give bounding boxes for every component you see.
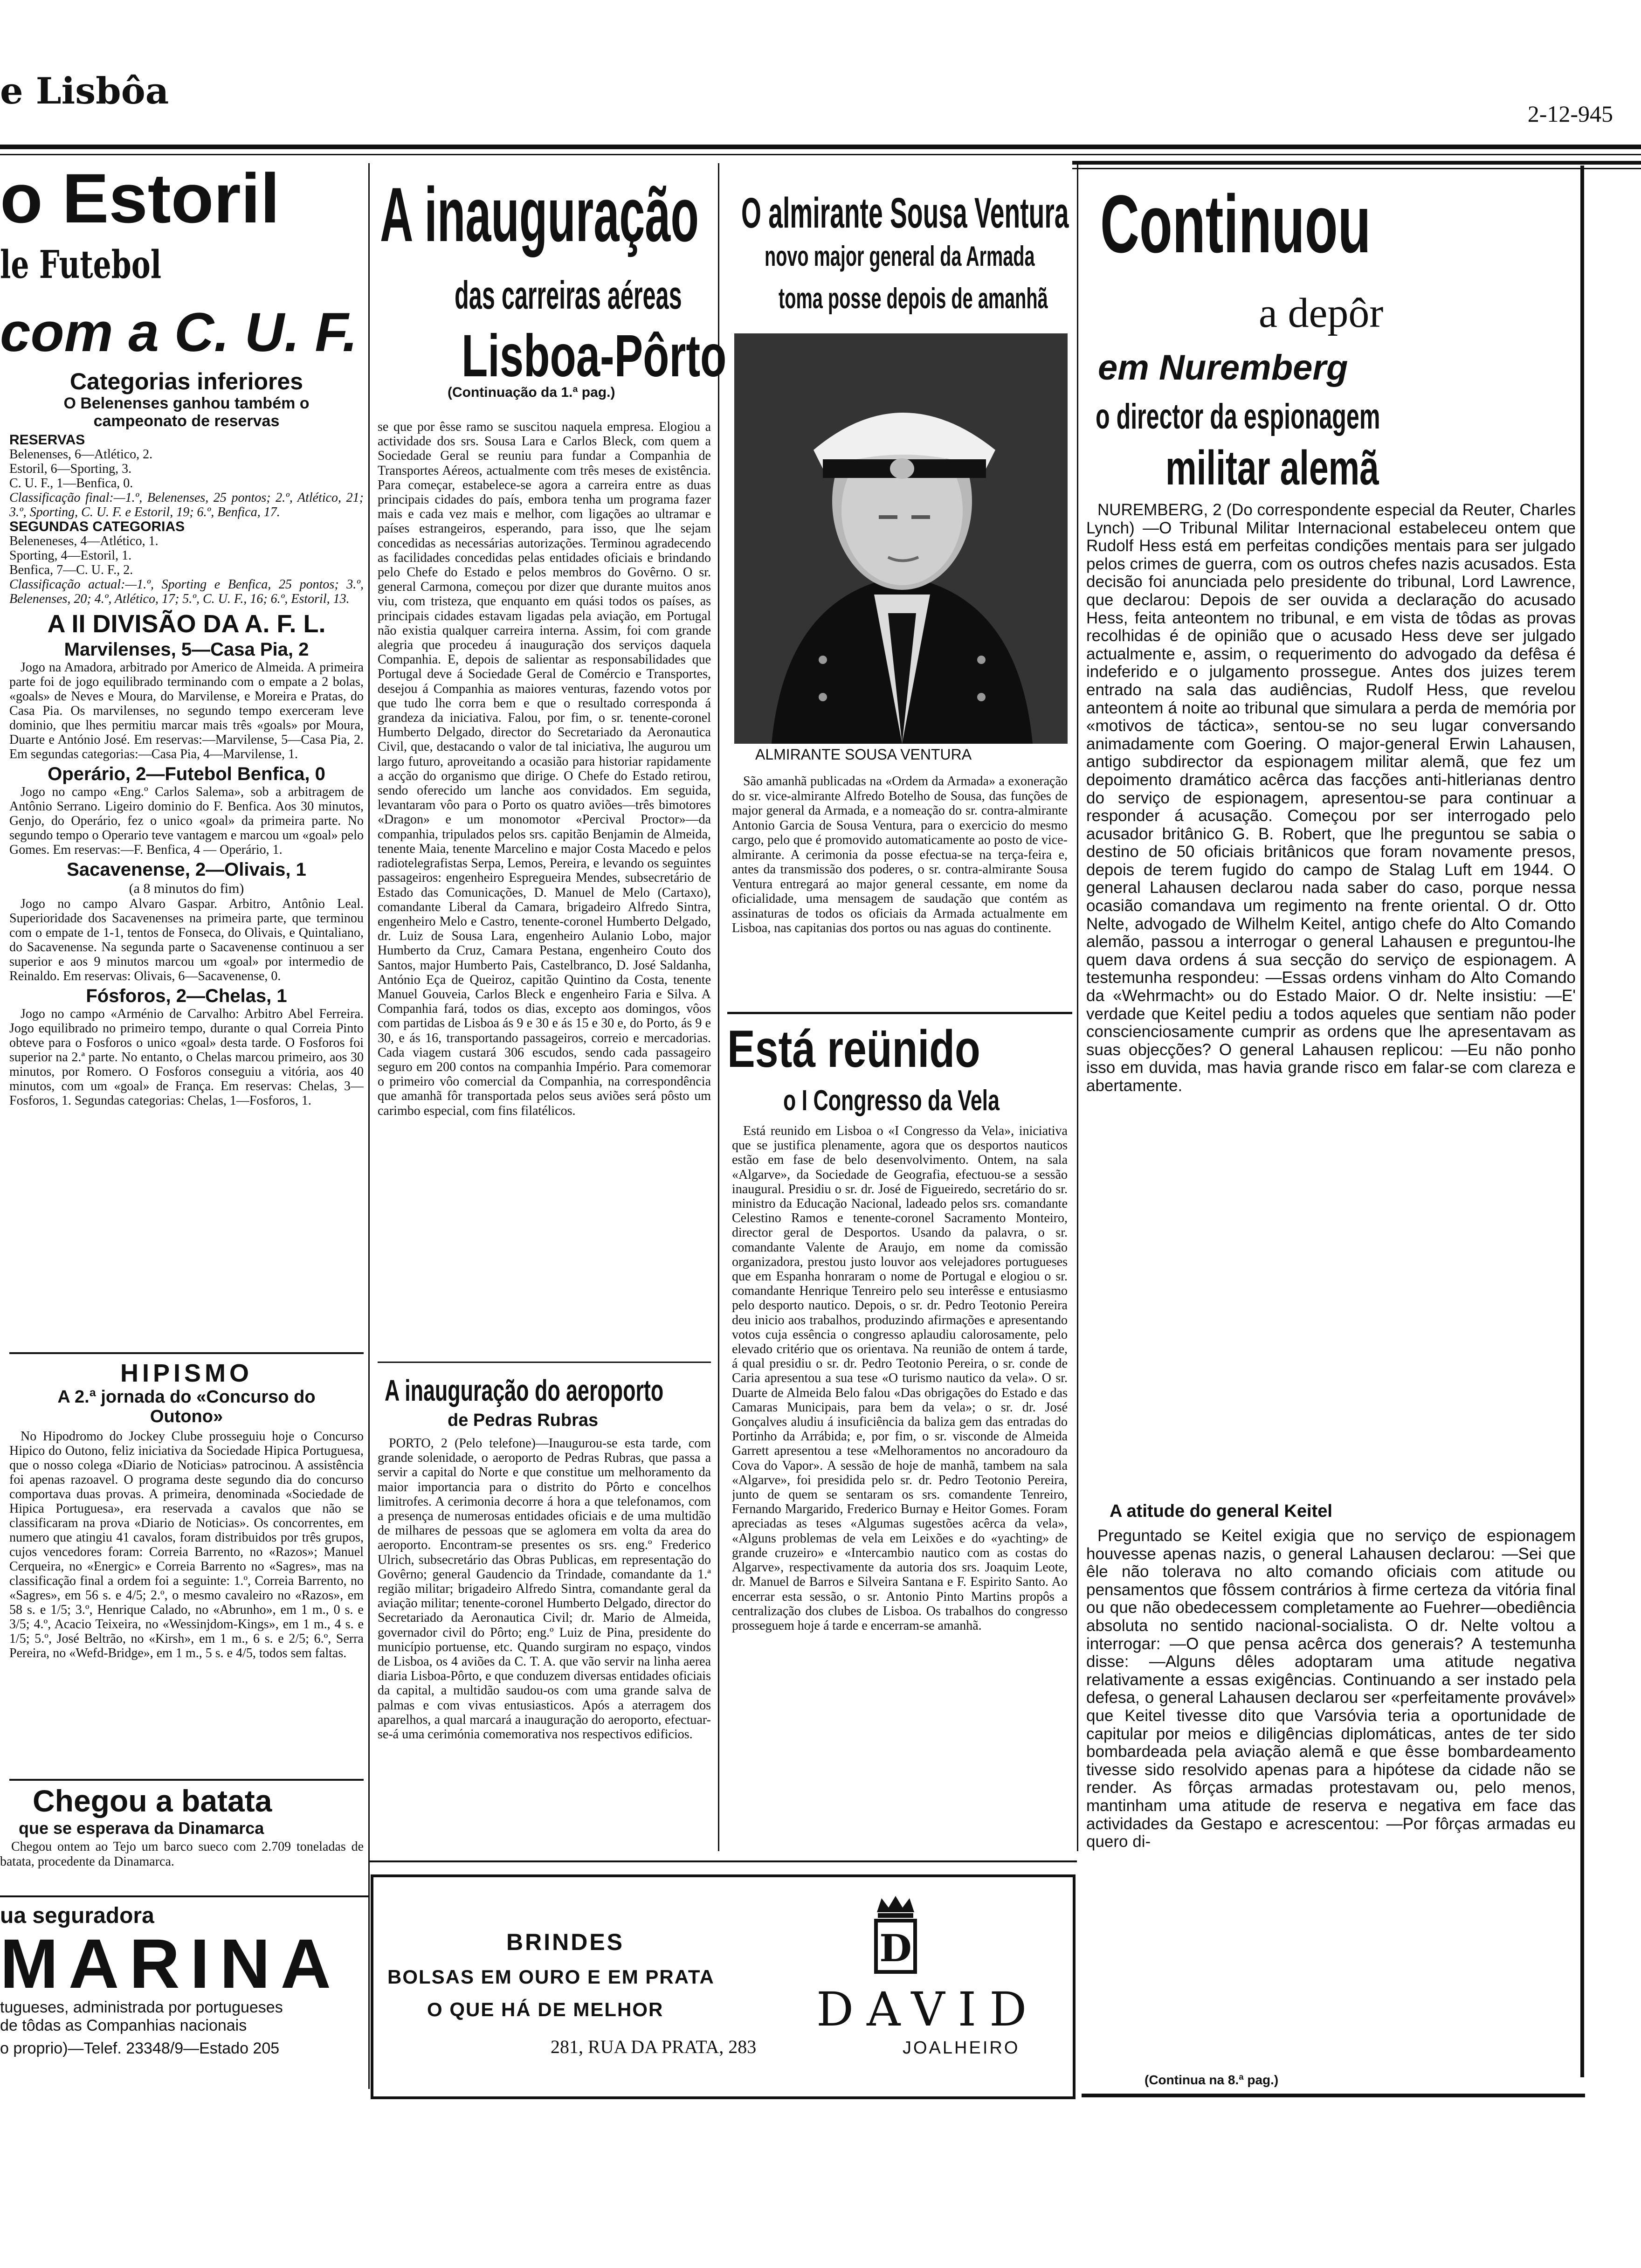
- match2-head: Operário, 2—Futebol Benfica, 0: [48, 764, 325, 784]
- top-rule-right: [1072, 161, 1641, 165]
- col2-cont: (Continuação da 1.ª pag.): [448, 385, 615, 400]
- results-heading-reservas: RESERVAS: [9, 432, 85, 448]
- match2-text: Jogo no campo «Eng.º Carlos Salema», sob a arbitragem de Antônio Serrano. Ligeiro dominio do F. Benfica. Aos 30 minutos, Genjo, do Operário, fez o unico «goal» da primeira parte. No segundo tempo o Operario teve vantagem e marcou um «goal» pelo Gomes. Em reservas:—F. Benfica, 4 — Operário, 1.: [9, 785, 364, 857]
- match1-text: Jogo na Amadora, arbitrado por Americo de Almeida. A primeira parte foi de jogo equilibrado terminando com o empate a 2 bolas, «goals» de Neves e Moura, do Marvilense, e Moreira e Pratas, do Casa Pia. Os marvilenses, no segundo tempo exerceram leve dominio, que lhes permitiu marcar mais três «goals» por Moura, Duarte e António José. Em reservas:—Marvilense, 5—Casa Pia, 2. Em segundas categorias:—Casa Pia, 4—Marvilense, 1.: [9, 660, 364, 761]
- col2-sub-body: PORTO, 2 (Pelo telefone)—Inaugurou-se esta tarde, com grande solenidade, o aeroporto de Pedras Rubras, que passa a servir a capital do Norte e que constitue um melhoramento da maior importancia para o distrito do Pôrto e concelhos limitrofes. A cerimonia decorre á hora a que telefonamos, com a presença de numerosas entidades oficiais e de uma multidão de milhares de pessoas que se aglomera em volta da area do aeroporto. Encontram-se presentes os srs. eng.º Frederico Ulrich, subsecretário das Obras Publicas, em representação do Govêrno; general Gaudencio da Trindade, comandante da 1.ª região militar; brigadeiro Alfredo Sintra, comandante geral da aviação militar; tenente-coronel Humberto Delgado, director do Secretariado da Aeronautica Civil; dr. Mario de Almeida, governador civil do Pôrto; eng.º Luiz de Pina, presidente do município portuense, etc. Quando surgiram no espaço, vindos de Lisboa, os 4 aviões da C. T. A. que vão servir na linha aerea diaria Lisboa-Pôrto, e que conduzem diversas entidades oficiais da capital, a multidão saudou-os com uma grande salva de palmas e com vivas entusiasticos. Após a aterragem dos aparelhos, a qual marcará a inauguração do aeroporto, efectuar-se-á uma cerimónia comemorativa nos respectivos edificios.: [378, 1436, 711, 1742]
- crown-emblem-icon: [872, 1894, 919, 1978]
- col4-headline: Continuou: [1100, 179, 1371, 270]
- match3-sub: (a 8 minutos do fim): [129, 881, 244, 896]
- col3-vela: [732, 1124, 1068, 1851]
- marina-line1: ua seguradora: [0, 1903, 154, 1928]
- col2-aeroporto: [378, 1436, 711, 1846]
- afl-head: A II DIVISÃO DA A. F. L.: [47, 610, 326, 638]
- col3-headline-1: O almirante Sousa Ventura: [741, 189, 1069, 237]
- batata-rule: [9, 1779, 364, 1781]
- col1-headline-1: o Estoril: [0, 159, 280, 237]
- keitel-body: Preguntado se Keitel exigia que no serviço de espionagem houvesse apenas nazis, o general Lahausen declarou: —Sei que êle não tolerava no alto comando oficiais com atitude ou pensamentos que fôssem contrários à firme certeza da vitória final ou que não obedecessem completamente ao Fuehrer—obediência absoluta no sentido nacional-socialista. O dr. Nelte voltou a interrogar: —O que pensa acêrca dos generais? A testemunha disse: —Alguns dêles adoptaram uma atitude negativa relativamente a essas exigências. Continuando a ser instado pela defesa, o general Lahausen declarou ser «perfeitamente provável» que Keitel tivesse dito que Varsóvia teria a oportunidade de capitular por meios e diligências diplomáticas, antes de ter sido bombardeada pela aviação alemã e que êsse bombardeamento tivesse sido resolvido apenas para a hipótese da cidade não se render. As fôrças armadas protestavam ou, pelo menos, mantinham uma atitude de reserva e negativa em face das actividades da Gestapo e acrescentou: —Por fôrças armadas eu quero di-: [1086, 1527, 1576, 1851]
- result-line: Sporting, 4—Estoril, 1.: [9, 548, 132, 563]
- col4-body: NUREMBERG, 2 (Do correspondente especial da Reuter, Charles Lynch) —O Tribunal Militar Internacional estabeleceu ontem que Rudolf Hess está em perfeitas condições mentais para ser julgado pelos crimes de guerra, com os outros chefes nazis acusados. Esta decisão foi anunciada pelo presidente do tribunal, Lord Lawrence, que declarou: Depois de ser ouvida a declaração do acusado Hess, feita anteontem no tribunal, e em vista de tôdas as provas recolhidas é de opinião que o acusado Hess deve ser julgado actualmente e, assim, o requerimento do advogado da defêsa é indeferido e o julgamento prossegue. Antes dos juizes terem entrado na sala das audiências, Rudolf Hess, que revelou anteontem á noite ao tribunal que simulara a perda de memória por «motivos de táctica», sentou-se no seu lugar conversando animadamente com Goering. O major-general Erwin Lahausen, antigo subdirector da espionagem militar alemã, que fez um depoimento dramático acêrca das facções anti-hitlerianas dentro do serviço de espionagem, apresentou-se para continuar a responder á acusação. Começou por ser interrogado pelo acusador britânico G. B. Robert, que lhe preguntou se sabia o destino de 50 oficiais britânicos que foram novamente presos, depois de terem fugido do campo de Stalag Luft em 1944. O general Lahausen declarou nada saber do caso, porque nessa ocasião comandava um regimento na frente oriental. O dr. Otto Nelte, advogado de Wilhelm Keitel, antigo chefe do Alto Comando alemão, passou a interrogar o general Lahausen e preguntou-lhe quem dava ordens á sua secção do serviço de espionagem. A testemunha respondeu: —Essas ordens vinham do Alto Comando da «Wehrmacht» ou do Estado Maior. O dr. Nelte insistiu: —E' verdade que Keitel pediu a todos aqueles que sentiam não poder conscienciosamente cumprir as ordens que lhe apresentavam as suas objecções? O general Lahausen replicou: —Eu não ponho isso em duvida, mas havia grande risco em falar-se com clareza e abertamente.: [1086, 501, 1576, 1095]
- col4-deck-3: o director da espionagem: [1096, 397, 1380, 436]
- col3-article: [732, 774, 1068, 1035]
- result-line: Benfica, 7—C. U. F., 2.: [9, 563, 133, 577]
- result-line: Estoril, 6—Sporting, 3.: [9, 462, 132, 476]
- hipismo-text: No Hipodromo do Jockey Clube prosseguiu hoje o Concurso Hipico do Outono, feliz iniciativa da Sociedade Hipica Portuguesa, que o nosso colega «Diario de Noticias» patrocinou. A assistência foi apenas razoavel. O programa deste segundo dia do concurso comportava duas provas. A primeira, denominada «Sociedade de Hipica Portuguesa», era reservada a cavalos que não se classificaram na prova «Diario de Noticias». Os concorrentes, em numero que atingiu 41 cavalos, foram distribuidos por três grupos, cujos vencedores foram: Correia Barrento, no «Razos»; Manuel Cerqueira, no «Energic» e Correia Barrento no «Sagres», mas na classificação final a ordem foi a seguinte: 1.º, Correia Barrento, no «Sagres», em 56 s. e 4/5; 2.º, o mesmo cavaleiro no «Razos», em 58 s. e 1/5; 3.º, Henrique Calado, no «Abrunho», em 1 m., 0 s. e 3/5; 4.º, Acacio Teixeira, no «Wessinjdom-Kings», em 1 m., 4 s. e 1/5; 5.º, José Beltrão, no «Kirsh», em 1 m., 6 s. e 2/5; 6.º, Serra Pereira, no «Wefd-Bridge», em 1 m., 5 s. e 4/5, todos sem faltas.: [9, 1429, 364, 1660]
- col1-results: [9, 433, 364, 606]
- col4-deck-4: militar alemã: [1165, 441, 1379, 495]
- col3-vela-rule: [727, 1012, 1072, 1014]
- col2-article: [378, 420, 711, 1362]
- result-line: C. U. F., 1—Benfica, 0.: [9, 476, 133, 491]
- marina-line4: o proprio)—Telef. 23348/9—Estado 205: [0, 2040, 280, 2057]
- result-classification: Classificação actual:—1.º, Sporting e Benfica, 25 pontos; 3.º, Belenenses, 20; 4.º, Atlético, 17; 5.º, C. U. F., 16; 6.º, Estoril, 13.: [9, 577, 364, 606]
- col2-route: Lisboa-Pôrto: [462, 323, 727, 389]
- col2-sub-rule: [378, 1362, 711, 1363]
- david-sub: JOALHEIRO: [903, 2038, 1020, 2058]
- col4-keitel: [1086, 1527, 1576, 2059]
- col3-headline-3: toma posse depois de amanhã: [779, 283, 1048, 315]
- batata-deck: que se esperava da Dinamarca: [19, 1819, 264, 1838]
- ad-corner-ornament: [555, 1882, 574, 1924]
- marina-line2: tugueses, administrada por portugueses: [0, 1998, 283, 2016]
- col3-body: São amanhã publicadas na «Ordem da Armada» a exoneração do sr. vice-almirante Alfredo Botelho de Sousa, das funções de major general da Armada, e a nomeação do sr. contra-almirante Antonio Garcia de Sousa Ventura, para o exercicio do mesmo cargo, pelo que é promovido automaticamente ao posto de vice-almirante. A cerimonia da posse efectua-se na terça-feira e, antes da transmissão dos poderes, o sr. contra-almirante Sousa Ventura entregará ao major general cessante, em nome da oficialidade, uma mensagem de saudação que contém as assinaturas de todos os oficiais da Armada actualmente em Lisboa, nas capitanias dos portos ou nas aguas do continente.: [732, 774, 1068, 935]
- result-line: Belenenses, 6—Atlético, 2.: [9, 447, 153, 462]
- match3-text: Jogo no campo Alvaro Gaspar. Arbitro, Antônio Leal. Superioridade dos Sacavenenses na primeira parte, que terminou com o empate de 1-1, tentos de Fonseca, do Olivais, e Quintaliano, do Sacavenense. Na segunda parte o Sacavenense continuou a ser superior e aos 9 minutos marcou um «goal» por intermedio de Reinaldo. Em reservas: Olivais, 6—Sacavenense, 0.: [9, 897, 364, 983]
- david-address: 281, RUA DA PRATA, 283: [551, 2036, 757, 2057]
- photo-caption: ALMIRANTE SOUSA VENTURA: [755, 746, 972, 763]
- marina-rule: [0, 1895, 368, 1897]
- admiral-photo: [734, 333, 1068, 744]
- marina-line3: de tôdas as Companhias nacionais: [0, 2017, 247, 2034]
- separator-3: [1077, 163, 1078, 1851]
- masthead-date: 2-12-945: [1527, 101, 1613, 127]
- col1-headline-2: le Futebol: [0, 242, 162, 287]
- ad-top-rule: [368, 1860, 1077, 1862]
- david-line1: BOLSAS EM OURO E EM PRATA: [387, 1966, 715, 1988]
- results-heading-segundas: SEGUNDAS CATEGORIAS: [9, 519, 185, 534]
- col1-hipismo: [9, 1359, 364, 1779]
- vela-body: Está reunido em Lisboa o «I Congresso da Vela», iniciativa que se justifica plenamente, agora que os desportos nauticos estão em fase de belo desenvolvimento. Ontem, na sala «Algarve», da Sociedade de Geografia, efectuou-se a sessão inaugural. Presidiu o sr. dr. José de Figueiredo, secretário do sr. ministro da Educação Nacional, ladeado pelos srs. comandante Celestino Ramos e tenente-coronel Sacramento Monteiro, director geral de Desportos. Usando da palavra, o sr. comandante Valente de Araujo, em nome da comissão organizadora, prestou justo louvor aos velejadores portugueses que em Espanha honraram o nome de Portugal e elogiou o sr. comandante Henrique Tenreiro pelo seu interêsse e entusiasmo pelo desporto nautico. Depois, o sr. dr. Pedro Teotonio Pereira deu inicio aos trabalhos, produzindo afirmações e apresentando votos cuja essência o congresso aplaudiu calorosamente, pelo elevado critério que os orientava. Na reunião de ontem á tarde, á qual presidiu o sr. dr. Pedro Teotonio Pereira, o sr. conde de Caria apresentou a sua tese «O turismo nautico da vela». O sr. Duarte de Almeida Belo falou «Das obrigações do Estado e das Camaras Municipais, para bem da vela»; o sr. dr. José Gonçalves aludiu á insuficiência da baliza gem das entradas do Portinho da Arrábida; e, por fim, o sr. visconde de Almeida Garrett apresentou a tese «Melhoramentos no ancoradouro da Cova do Vapor». A sessão de hoje de manhã, tambem na sala «Algarve», foi presidida pelo sr. dr. Pedro Teotonio Pereira, junto de quem se sentaram os srs. comandente Tenreiro, Fernando Margarido, Frederico Burnay e Heitor Gomes. Foram apreciadas as teses «Algumas sugestões acêrca da vela», «Alguns problemas de vela em Leixões e do «yachting» de grande cruzeiro» e «Intercambio nautico com as costas do Algarve», respectivamente da autoria dos srs. Joaquim Leote, dr. Manuel de Barros e Silveira Santana e F. Espirito Santo. Ao encerrar esta sessão, o sr. Antonio Pinto Martins propôs a centralização dos clubes de Lisboa. Os trabalhos do congresso prosseguem hoje á tarde e encerram-se amanhã.: [732, 1124, 1068, 1633]
- hipismo-deck: A 2.ª jornada do «Concurso do Outono»: [57, 1387, 316, 1426]
- col2-headline: A inauguração: [380, 172, 699, 257]
- david-title: BRINDES: [506, 1929, 625, 1955]
- hipismo-rule: [9, 1352, 364, 1354]
- col2-deck: das carreiras aéreas: [455, 273, 682, 317]
- col1-subhead: Categorias inferiores: [69, 368, 303, 394]
- col1-subdeck: O Belenenses ganhou também o campeonato de reservas: [63, 394, 310, 430]
- match3-head: Sacavenense, 2—Olivais, 1: [67, 859, 306, 880]
- col1-headline-3: com a C. U. F.: [0, 302, 358, 363]
- separator-2: [718, 163, 719, 1851]
- match4-text: Jogo no campo «Arménio de Carvalho: Arbitro Abel Ferreira. Jogo equilibrado no primeiro tempo, durante o qual Correia Pinto obteve para o Fosforos o unico «goal» desta tarde. O Fosforos foi superior na 2.ª parte. No entanto, o Chelas marcou primeiro, aos 30 minutos, por Romero. O Fosforos conseguiu a vitória, aos 40 minutos, com um «goal» de França. Em reservas: Chelas, 3—Fosforos, 1. Segundas categorias: Chelas, 1—Fosforos, 1.: [9, 1007, 364, 1108]
- result-classification: Classificação final:—1.º, Belenenses, 25 pontos; 2.º, Atlético, 21; 3.º, Sporting, C. U. F. e Estoril, 19; 6.º, Benfica, 17.: [9, 491, 364, 519]
- masthead-paper-name: e Lisbôa: [0, 70, 169, 112]
- batata-paragraph: Chegou ontem ao Tejo um barco sueco com 2.709 toneladas de batata, procedente da Dinamarca.: [0, 1839, 364, 1869]
- ad-david: [371, 1874, 1076, 2099]
- batata-text: [0, 1839, 364, 1891]
- ad-marina: [0, 1900, 368, 2077]
- bottom-rule-right: [1082, 2094, 1585, 2097]
- col3-headline-2: novo major general da Armada: [765, 241, 1035, 272]
- col4-continuation: (Continua na 8.ª pag.): [1145, 2073, 1279, 2087]
- separator-1: [368, 163, 370, 2089]
- col4-article: [1086, 501, 1576, 1485]
- david-brand: DAVID: [816, 1982, 1040, 2037]
- david-emblem-letter: D: [879, 1926, 912, 1970]
- vela-head: Está reünido: [727, 1020, 980, 1078]
- match1-head: Marvilenses, 5—Casa Pia, 2: [64, 639, 309, 660]
- col1-sports: [9, 368, 364, 1320]
- top-rule-thin: [0, 154, 1641, 155]
- top-rule-right-thin: [1072, 168, 1641, 169]
- match4-head: Fósforos, 2—Chelas, 1: [86, 986, 287, 1006]
- vela-deck: o I Congresso da Vela: [783, 1085, 1000, 1117]
- marina-brand: MARINA: [0, 1924, 341, 2003]
- admiral-portrait: [734, 333, 1068, 744]
- top-rule-thick: [0, 145, 1641, 149]
- col2-body: se que por êsse ramo se suscitou naquela empresa. Elogiou a actividade dos srs. Sousa Lara e Carlos Bleck, com quem a Sociedade Geral se reuniu para fundar a Companhia de Transportes Aéreos, actualmente com três meses de existência. Para começar, estabelece-se agora a carreira entre as duas principais cidades do país, embora tenha um programa fazer mais e cada vez mais e melhor, com ligações ao ultramar e países estrangeiros, esperando, para isso, que lhe sejam concedidas as necessárias autorizações. Terminou agradecendo as facilidades concedidas pelas entidades oficiais e brindando pelo Chefe do Estado e pelos membros do Govêrno. O sr. general Carmona, começou por dizer que durante muitos anos viu, com tristeza, que enquanto em quási todos os países, as principais cidades estavam ligadas pela aviação, em Portugal não existia qualquer carreira interna. Assim, foi com grande alegria que procedeu á inauguração dos serviços daquela Companhia. E, depois de salientar as responsabilidades que Portugal deve á Sociedade Geral de Comércio e Transportes, desejou á Companhia as maiores venturas, fazendo votos por que tudo lhe corra bem e que o resultado corresponda á grandeza da iniciativa. Falou, por fim, o sr. tenente-coronel Humberto Delgado, director do Secretariado da Aeronautica Civil, que, destacando o valor de tal iniciativa, lhe augurou um largo futuro, aproveitando a ocasião para historiar rapidamente a acção do organismo que dirige. O Chefe do Estado retirou, sendo oferecido um lanche aos convidados. Em seguida, levantaram vôo para o Porto os quatro aviões—três bimotores «Dragon» e um monomotor «Percival Proctor»—da companhia, tripulados pelos srs. capitão Benjamin de Almeida, tenente Maia, tenente Marcelino e major Costa Macedo e pelos radiotelegrafistas Serpa, Lemos, Pereira, e levando os seguintes passageiros: engenheiro Espregueira Mendes, subsecretário de Estado das Comunicações, D. Manuel de Melo (Cartaxo), comandante Liberal da Camara, brigadeiro Alfredo Sintra, engenheiro Melo e Castro, tenente-coronel Humberto Delgado, dr. Luiz de Sousa Lara, engenheiro Aulanio Lobo, major Humberto da Cruz, Camara Pestana, engenheiro Couto dos Santos, major Humberto Pais, Castelbranco, D. José Saldanha, António Eça de Queiroz, capitão Quintino da Costa, tenente Manuel Gouveia, Carlos Bleck e engenheiro Faria e Silva. A Companhia fará, todos os dias, excepto aos domingos, vôos com partidas de Lisboa ás 9 e 30 e ás 15 e 30 e, do Porto, ás 9 e 30, e ás 16, transportando passageiros, correio e mercadorias. Cada viagem custará 306 escudos, sendo cada passageiro seguro em 200 contos na companhia Império. Para comemorar o primeiro vôo comercial da Companhia, na correspondência que amanhã fôr transportada pelos seus aviões será pôsto um carimbo especial, com fins filatélicos.: [378, 420, 711, 1118]
- col4-deck-1: a depôr: [1259, 290, 1384, 336]
- col2-subhead: A inauguração do aeroporto: [385, 1374, 664, 1407]
- david-line2: O QUE HÁ DE MELHOR: [427, 1998, 664, 2020]
- col4-deck-2: em Nuremberg: [1098, 348, 1348, 387]
- hipismo-head: HIPISMO: [120, 1359, 253, 1387]
- col2-subdeck: de Pedras Rubras: [448, 1411, 599, 1430]
- keitel-head: A atitude do general Keitel: [1110, 1501, 1332, 1521]
- batata-head: Chegou a batata: [33, 1784, 272, 1818]
- right-column-rule: [1580, 166, 1584, 2077]
- result-line: Beleneneses, 4—Atlético, 1.: [9, 534, 159, 548]
